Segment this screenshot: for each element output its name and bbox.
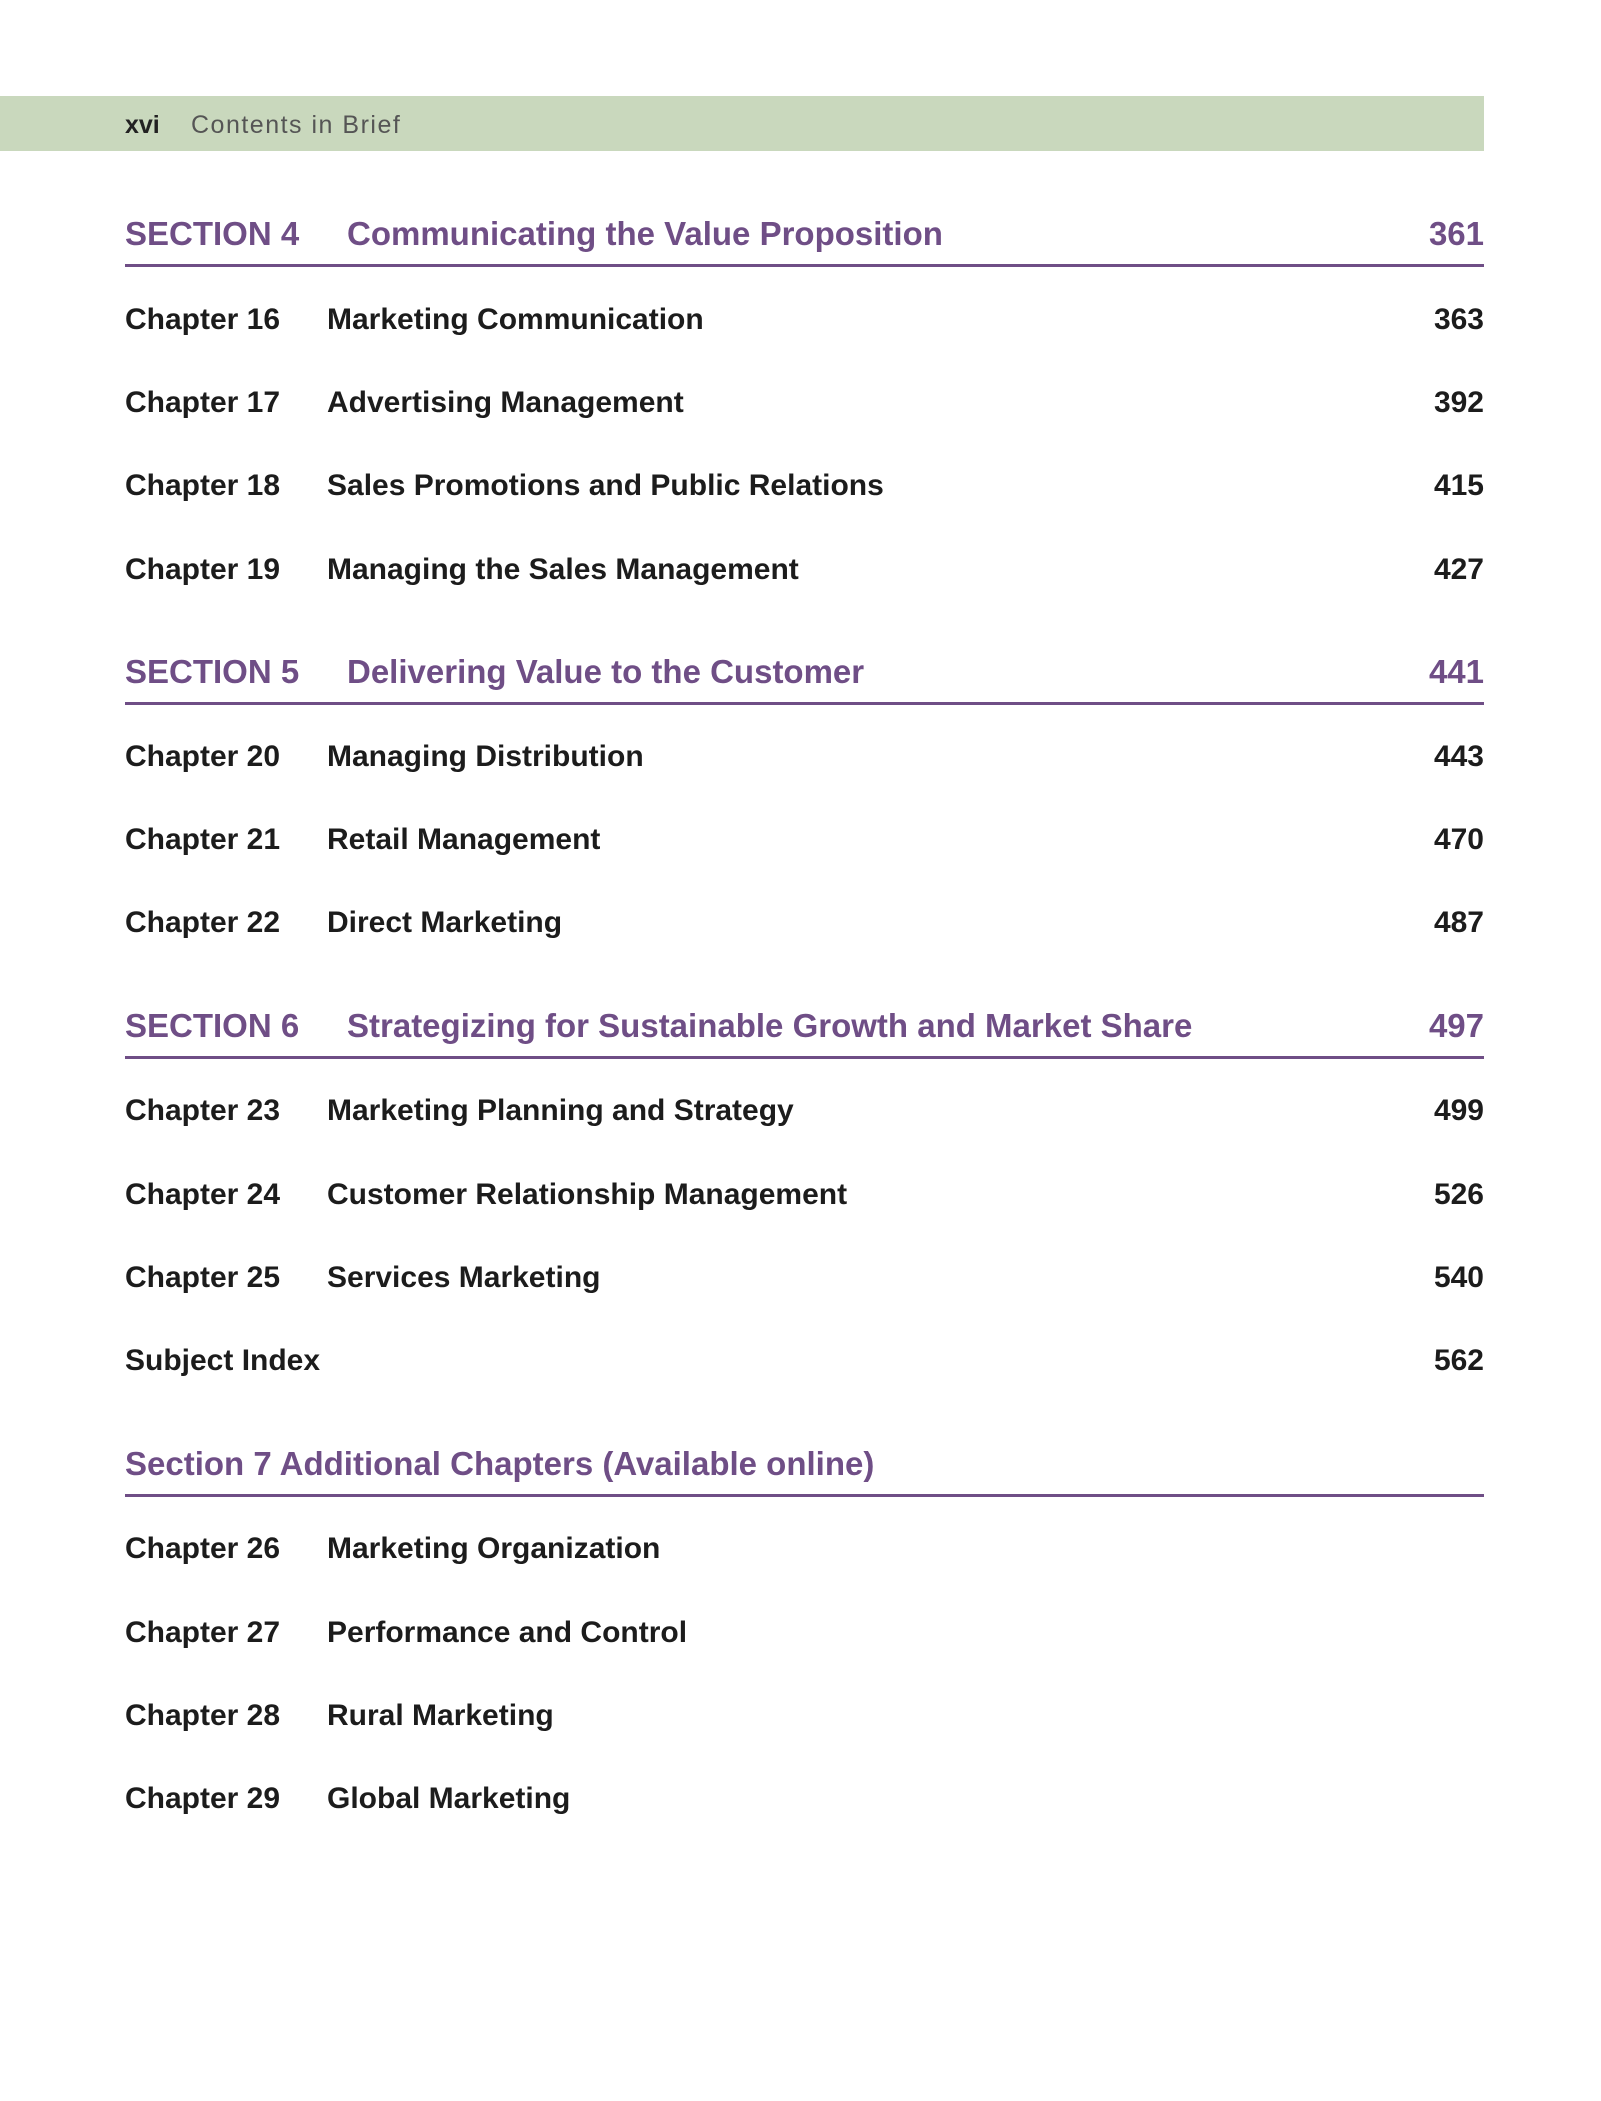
chapter-20-entry[interactable] bbox=[125, 740, 1484, 776]
header-title: Contents in Brief bbox=[191, 111, 402, 139]
chapter-16-entry[interactable] bbox=[125, 303, 1484, 339]
chapter-title: Performance and Control bbox=[327, 1616, 688, 1649]
chapter-page: 363 bbox=[1433, 303, 1484, 336]
chapter-22-entry[interactable] bbox=[125, 906, 1484, 942]
chapter-page: 540 bbox=[1433, 1261, 1484, 1294]
chapter-label: Chapter 29 bbox=[125, 1782, 281, 1815]
chapter-title: Marketing Communication bbox=[327, 303, 704, 336]
chapter-19-entry[interactable] bbox=[125, 553, 1484, 589]
chapter-page: 415 bbox=[1433, 469, 1484, 502]
section-label: SECTION 6 bbox=[125, 1007, 300, 1044]
chapter-title: Marketing Organization bbox=[327, 1532, 661, 1565]
chapter-title: Sales Promotions and Public Relations bbox=[327, 469, 884, 502]
chapter-26-entry[interactable] bbox=[125, 1532, 1484, 1568]
chapter-label: Chapter 17 bbox=[125, 386, 281, 419]
chapter-page: 392 bbox=[1433, 386, 1484, 419]
chapter-title: Services Marketing bbox=[327, 1261, 601, 1294]
section-5-heading[interactable] bbox=[125, 654, 1484, 705]
section-title: Communicating the Value Proposition bbox=[347, 215, 943, 252]
chapter-label: Chapter 26 bbox=[125, 1532, 281, 1565]
chapter-18-entry[interactable] bbox=[125, 469, 1484, 505]
chapter-label: Chapter 24 bbox=[125, 1178, 281, 1211]
chapter-title: Advertising Management bbox=[327, 386, 684, 419]
subject-index-page: 562 bbox=[1433, 1344, 1484, 1377]
chapter-27-entry[interactable] bbox=[125, 1616, 1484, 1652]
chapter-title: Global Marketing bbox=[327, 1782, 571, 1815]
chapter-label: Chapter 22 bbox=[125, 906, 281, 939]
chapter-page: 427 bbox=[1433, 553, 1484, 586]
chapter-label: Chapter 25 bbox=[125, 1261, 281, 1294]
subject-index-label: Subject Index bbox=[125, 1344, 321, 1377]
chapter-title: Direct Marketing bbox=[327, 906, 563, 939]
chapter-29-entry[interactable] bbox=[125, 1782, 1484, 1818]
chapter-label: Chapter 20 bbox=[125, 740, 281, 773]
chapter-25-entry[interactable] bbox=[125, 1261, 1484, 1297]
chapter-21-entry[interactable] bbox=[125, 823, 1484, 859]
section-page: 361 bbox=[1428, 215, 1484, 252]
chapter-23-entry[interactable] bbox=[125, 1094, 1484, 1130]
chapter-page: 470 bbox=[1433, 823, 1484, 856]
subject-index-entry[interactable] bbox=[125, 1344, 1484, 1380]
section-page: 497 bbox=[1428, 1007, 1484, 1044]
section-title: Strategizing for Sustainable Growth and Market Share bbox=[347, 1007, 1193, 1044]
section-page: 441 bbox=[1428, 653, 1484, 690]
chapter-label: Chapter 21 bbox=[125, 823, 281, 856]
chapter-title: Retail Management bbox=[327, 823, 601, 856]
section-title: Section 7 Additional Chapters (Available online) bbox=[125, 1445, 875, 1482]
chapter-page: 487 bbox=[1433, 906, 1484, 939]
chapter-title: Managing Distribution bbox=[327, 740, 644, 773]
section-7-heading[interactable] bbox=[125, 1446, 1484, 1497]
section-label: SECTION 5 bbox=[125, 653, 300, 690]
chapter-title: Customer Relationship Management bbox=[327, 1178, 848, 1211]
section-4-heading[interactable] bbox=[125, 216, 1484, 267]
chapter-title: Rural Marketing bbox=[327, 1699, 554, 1732]
section-label: SECTION 4 bbox=[125, 215, 300, 252]
header-page-number: xvi bbox=[125, 111, 160, 139]
chapter-28-entry[interactable] bbox=[125, 1699, 1484, 1735]
chapter-label: Chapter 28 bbox=[125, 1699, 281, 1732]
chapter-page: 526 bbox=[1433, 1178, 1484, 1211]
chapter-label: Chapter 19 bbox=[125, 553, 281, 586]
chapter-label: Chapter 23 bbox=[125, 1094, 281, 1127]
chapter-title: Marketing Planning and Strategy bbox=[327, 1094, 794, 1127]
chapter-title: Managing the Sales Management bbox=[327, 553, 799, 586]
chapter-page: 499 bbox=[1433, 1094, 1484, 1127]
chapter-label: Chapter 18 bbox=[125, 469, 281, 502]
chapter-page: 443 bbox=[1433, 740, 1484, 773]
chapter-label: Chapter 16 bbox=[125, 303, 281, 336]
section-6-heading[interactable] bbox=[125, 1008, 1484, 1059]
section-title: Delivering Value to the Customer bbox=[347, 653, 865, 690]
chapter-label: Chapter 27 bbox=[125, 1616, 281, 1649]
chapter-24-entry[interactable] bbox=[125, 1178, 1484, 1214]
chapter-17-entry[interactable] bbox=[125, 386, 1484, 422]
